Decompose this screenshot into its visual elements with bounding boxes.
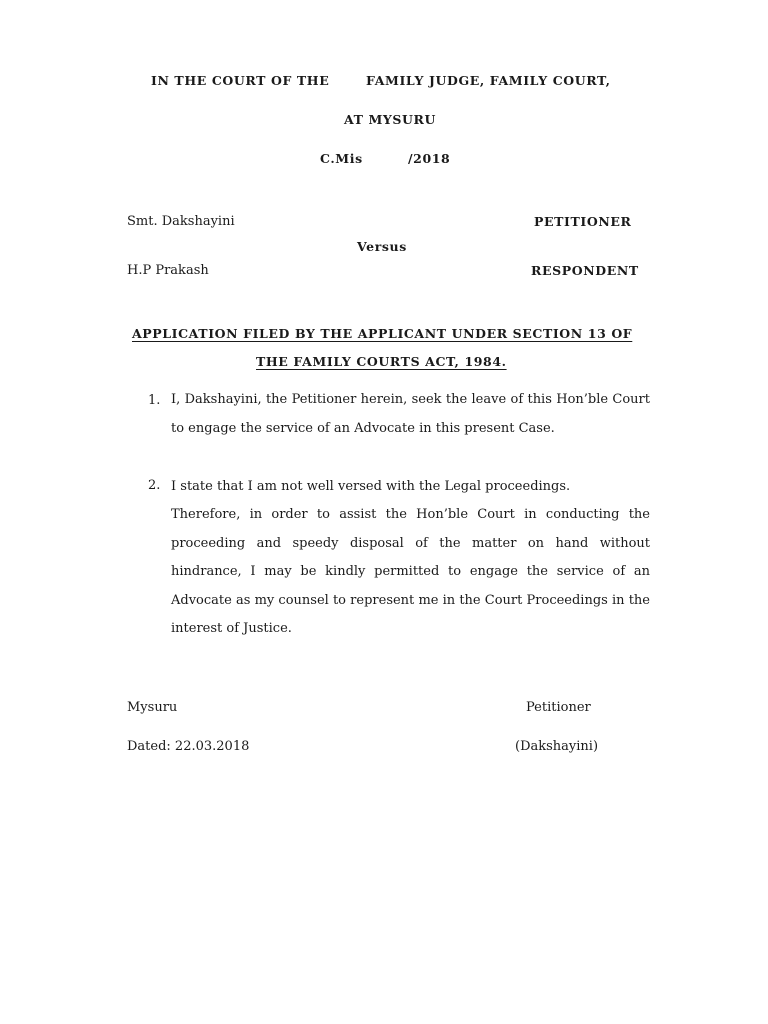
item-2-number: 2. [148, 478, 161, 493]
court-header-right: FAMILY JUDGE, FAMILY COURT, [366, 73, 611, 88]
item-2-first-line: I state that I am not well versed with the Legal proceedings. [171, 479, 571, 494]
item-2-text: Therefore, in order to assist the Hon’ble Court in conducting the proceeding and speedy disposal of the matter on hand without hindrance, I may be kindly permitted to engage the service of an Advocate as my counsel to represent me in the Court Proceedings in the interest of Justice. [171, 507, 650, 636]
application-title-line1: APPLICATION FILED BY THE APPLICANT UNDER SECTION 13 OF [132, 326, 633, 341]
dated-label: Dated: 22.03.2018 [127, 739, 250, 754]
place-label: Mysuru [127, 700, 178, 715]
signatory-name: (Dakshayini) [515, 739, 599, 754]
case-prefix: C.Mis [320, 151, 363, 166]
court-location: AT MYSURU [344, 112, 437, 127]
petitioner-role: PETITIONER [534, 214, 632, 229]
respondent-name: H.P Prakash [127, 263, 209, 278]
court-header-left: IN THE COURT OF THE [151, 73, 330, 88]
petitioner-name: Smt. Dakshayini [127, 214, 235, 229]
signature-label: Petitioner [526, 700, 591, 715]
item-1-text: I, Dakshayini, the Petitioner herein, seek the leave of this Hon’ble Court to engage the service of an Advocate in this present Case. [171, 392, 650, 436]
item-1-number: 1. [148, 393, 161, 408]
versus-label: Versus [357, 239, 407, 254]
application-title-line2: THE FAMILY COURTS ACT, 1984. [256, 354, 507, 369]
respondent-role: RESPONDENT [531, 263, 639, 278]
case-year: /2018 [408, 151, 451, 166]
